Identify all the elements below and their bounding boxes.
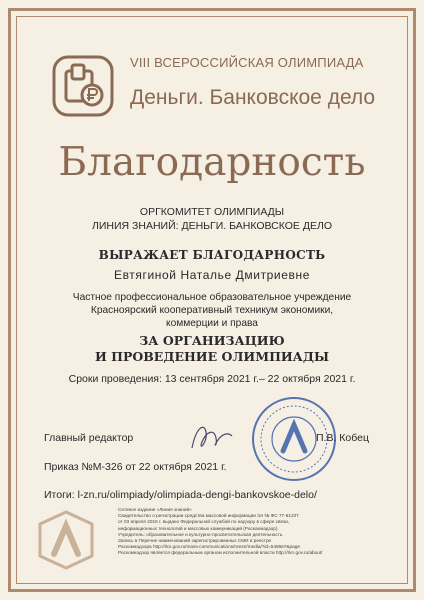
purpose-line-2: И ПРОВЕДЕНИЕ ОЛИМПИАДЫ — [94, 349, 329, 364]
legal-line: Учредитель: образовательное и культурно-просветительская деятельность. — [118, 531, 284, 537]
certificate-title: Благодарность — [58, 140, 366, 185]
legal-line: Сетевое издание «Линия знаний» — [118, 507, 192, 512]
legal-line: Запись в Перечне наименований зарегистрированных СМИ в реестре — [118, 538, 272, 544]
olympiad-name: Деньги. Банковское дело — [130, 86, 376, 109]
expresses-gratitude: ВЫРАЖАЕТ БЛАГОДАРНОСТЬ — [98, 248, 326, 262]
legal-notice — [118, 507, 380, 557]
institution — [40, 291, 384, 330]
institution-line-1: Частное профессиональное образовательное учреждение — [72, 292, 352, 303]
institution-line-3: коммерции и права — [166, 318, 258, 329]
results-link[interactable]: Итоги: l-zn.ru/olimpiady/olimpiada-dengi-bankovskoe-delo/ — [44, 489, 317, 501]
editor-title: Главный редактор — [44, 432, 134, 444]
editor-name: П.В. Кобец — [316, 432, 370, 444]
purpose-line-1: ЗА ОРГАНИЗАЦИЮ — [139, 333, 285, 348]
legal-line: Роскомнадзора http://rkn.gov.ru/mass-communications/reestr/media/?id=548667&page — [118, 544, 300, 550]
organizer-line-1: ОРГКОМИТЕТ ОЛИМПИАДЫ — [139, 206, 285, 218]
order-number: Приказ №М-326 от 22 октября 2021 г. — [44, 461, 227, 473]
olympiad-number: VIII ВСЕРОССИЙСКАЯ ОЛИМПИАДА — [130, 55, 364, 70]
event-dates: Сроки проведения: 13 сентября 2021 г.– 22 октября 2021 г. — [68, 373, 356, 385]
legal-line: Роскомнадзор является федеральным органом исполнительной власти http://rkn.gov.ru/about/ — [118, 550, 323, 556]
legal-line: Свидетельство о регистрации средства массовой информации Эл № ФС 77-61237 — [118, 513, 299, 519]
institution-line-2: Красноярский кооперативный техникум экономики, — [90, 305, 334, 316]
organizer-line-2: ЛИНИЯ ЗНАНИЙ: ДЕНЬГИ. БАНКОВСКОЕ ДЕЛО — [91, 220, 333, 232]
editor-signature-icon — [186, 418, 236, 458]
legal-line: от 03 апреля 2015 г. выдано Федеральной службой по надзору в сфере связи, — [118, 519, 290, 525]
olympiad-logo-icon — [52, 55, 114, 117]
purpose — [0, 333, 424, 365]
legal-line: информационных технологий и массовых коммуникаций (Роскомнадзор). — [118, 525, 279, 531]
publisher-logo-icon — [34, 508, 98, 572]
recipient-name: Евтягиной Наталье Дмитриевне — [113, 268, 310, 282]
